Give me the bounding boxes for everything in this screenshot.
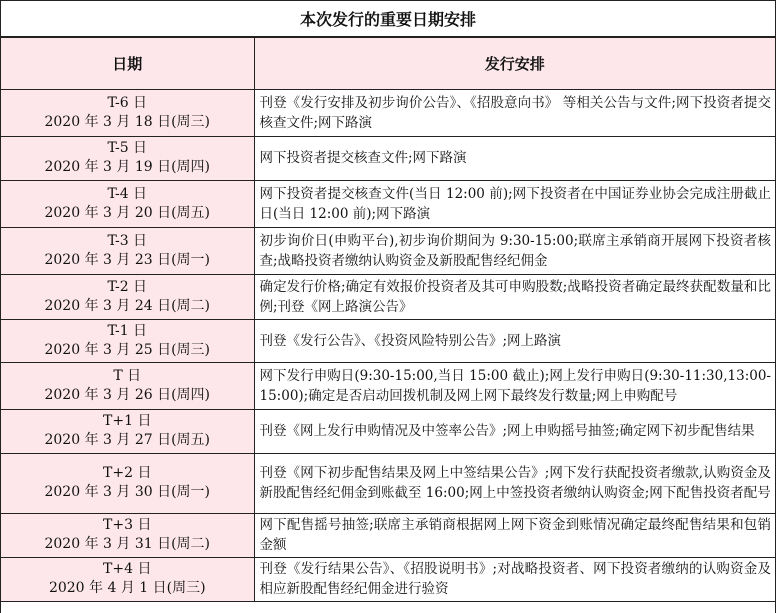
header-row: [1, 37, 775, 89]
arrangement-cell: 确定发行价格;确定有效报价投资者及其可申购股数;战略投资者确定最终获配数量和比例;刊登《网上路演公告》: [254, 274, 775, 319]
arrangement-cell: 初步询价日(申购平台),初步询价期间为 9:30-15:00;联席主承销商开展网下投资者核查;战略投资者缴纳认购资金及新股配售经纪佣金: [254, 227, 775, 274]
table-row: [1, 319, 775, 362]
calendar-date-label: 2020 年 3 月 26 日(周四): [44, 386, 211, 403]
header-date: 日期: [1, 37, 254, 89]
table-row: [1, 513, 775, 557]
table-row: [1, 89, 775, 136]
arrangement-cell: 刊登《网下初步配售结果及网上中签结果公告》;网下发行获配投资者缴款,认购资金及新股配售经纪佣金到账截至 16:00;网上中签投资者缴纳认购资金;网下配售投资者配号: [254, 453, 775, 513]
date-cell: [1, 180, 254, 227]
arrangement-cell: 网下投资者提交核查文件;网下路演: [254, 136, 775, 180]
calendar-date-label: 2020 年 3 月 25 日(周三): [44, 341, 211, 358]
trade-day-label: T-1 日: [107, 322, 148, 339]
trade-day-label: T-2 日: [107, 278, 148, 295]
arrangement-cell: 刊登《发行安排及初步询价公告》、《招股意向书》 等相关公告与文件;网下投资者提交核查文件;网下路演: [254, 89, 775, 136]
arrangement-cell: 刊登《发行公告》、《投资风险特别公告》;网上路演: [254, 319, 775, 362]
trade-day-label: T-5 日: [107, 140, 148, 156]
date-cell: [1, 136, 254, 180]
trade-day-label: T-6 日: [107, 94, 148, 111]
table-row: [1, 557, 775, 601]
table-row: [1, 180, 775, 227]
trade-day-label: T 日: [113, 367, 142, 384]
table-row: [1, 409, 775, 453]
schedule-table: [1, 36, 775, 602]
calendar-date-label: 2020 年 3 月 20 日(周五): [44, 204, 211, 221]
date-cell: [1, 513, 254, 557]
schedule-rows: [1, 89, 775, 601]
calendar-date-label: 2020 年 3 月 19 日(周四): [44, 159, 211, 175]
arrangement-cell: 网下投资者提交核查文件(当日 12:00 前);网下投资者在中国证券业协会完成注册截止日(当日 12:00 前);网下路演: [254, 180, 775, 227]
table-row: [1, 227, 775, 274]
calendar-date-label: 2020 年 3 月 27 日(周五): [44, 432, 211, 448]
table-row: [1, 274, 775, 319]
trade-day-label: T-4 日: [107, 185, 148, 202]
date-cell: [1, 453, 254, 513]
arrangement-cell: 网下配售摇号抽签;联席主承销商根据网上网下资金到账情况确定最终配售结果和包销金额: [254, 513, 775, 557]
arrangement-cell: 刊登《发行结果公告》、《招股说明书》;对战略投资者、网下投资者缴纳的认购资金及相应新股配售经纪佣金进行验资: [254, 557, 775, 601]
calendar-date-label: 2020 年 3 月 31 日(周二): [44, 536, 211, 552]
date-cell: [1, 557, 254, 601]
calendar-date-label: 2020 年 3 月 18 日(周三): [44, 113, 211, 130]
table-row: [1, 136, 775, 180]
calendar-date-label: 2020 年 3 月 24 日(周二): [44, 297, 211, 314]
date-cell: [1, 89, 254, 136]
date-cell: [1, 319, 254, 362]
trade-day-label: T+4 日: [103, 561, 152, 577]
trade-day-label: T+1 日: [103, 413, 152, 429]
calendar-date-label: 2020 年 3 月 30 日(周一): [44, 484, 211, 500]
trade-day-label: T-3 日: [107, 232, 148, 249]
header-arrangement: 发行安排: [254, 37, 775, 89]
table-row: [1, 453, 775, 513]
date-cell: [1, 409, 254, 453]
table-row: [1, 362, 775, 409]
table-title: 本次发行的重要日期安排: [1, 0, 775, 36]
calendar-date-label: 2020 年 3 月 23 日(周一): [44, 251, 211, 268]
calendar-date-label: 2020 年 4 月 1 日(周三): [48, 580, 206, 596]
trade-day-label: T+2 日: [103, 465, 152, 481]
arrangement-cell: 刊登《网上发行申购情况及中签率公告》;网上申购摇号抽签;确定网下初步配售结果: [254, 409, 775, 453]
date-cell: [1, 362, 254, 409]
arrangement-cell: 网下发行申购日(9:30-15:00,当日 15:00 截止);网上发行申购日(9:30-11:30,13:00-15:00);确定是否启动回拨机制及网上网下最终发行数量;网上申购配号: [254, 362, 775, 409]
date-cell: [1, 227, 254, 274]
trade-day-label: T+3 日: [103, 517, 152, 533]
date-cell: [1, 274, 254, 319]
